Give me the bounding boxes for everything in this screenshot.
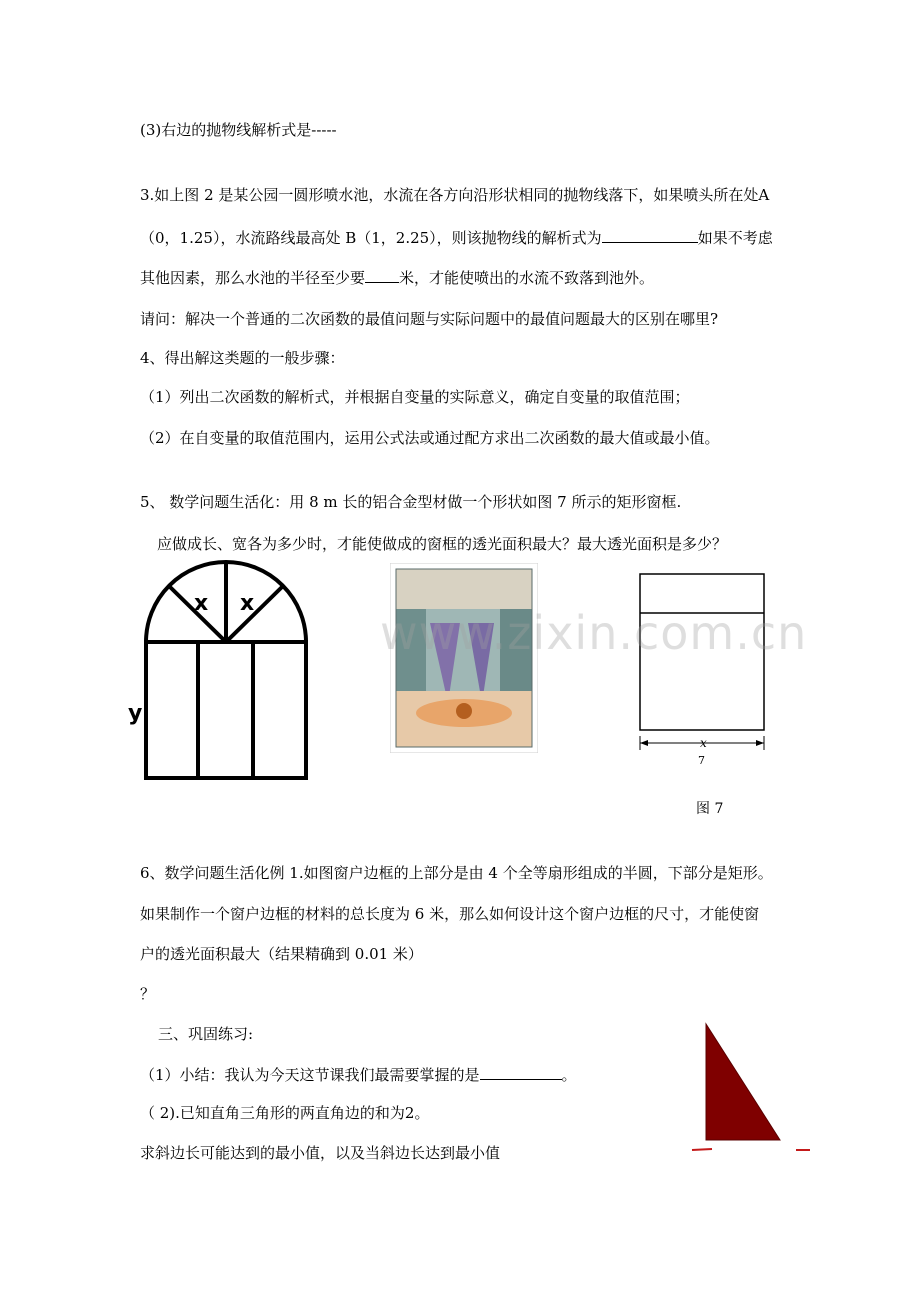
q3-radius-text-b: 米，才能使喷出的水流不致落到池外。 — [399, 269, 655, 287]
line-parabola-right: (3)右边的抛物线解析式是----- — [140, 121, 337, 139]
watermark: www.zixin.com.cn — [380, 606, 808, 660]
line-q6-cont: 如果制作一个窗户边框的材料的总长度为 6 米，那么如何设计这个窗户边框的尺寸，才能使窗 — [140, 905, 760, 923]
line-q2: （ 2).已知直角三角形的两直角边的和为2。 — [140, 1104, 430, 1122]
window-label-y: y — [128, 701, 143, 726]
summary-end: 。 — [561, 1066, 577, 1084]
line-question-ask: 请问：解决一个普通的二次函数的最值问题与实际问题中的最值问题最大的区别在哪里? — [140, 310, 719, 328]
line-q3-radius — [140, 266, 654, 289]
summary-blank[interactable] — [480, 1063, 562, 1080]
window-radius-right — [226, 586, 283, 642]
right-triangle — [706, 1024, 780, 1140]
window-diagram — [126, 560, 316, 785]
line-q5-ask: 应做成长、宽各为多少时，才能使做成的窗框的透光面积最大？最大透光面积是多少？ — [157, 535, 728, 553]
answer-blank-1[interactable] — [602, 226, 698, 243]
line-q5: 5、 数学问题生活化：用 8 m 长的铝合金型材做一个形状如图 7 所示的矩形窗框. — [140, 493, 682, 511]
line-question-mark: ？ — [140, 985, 156, 1003]
figure-7-rectangle — [636, 570, 772, 770]
q3-text-a: （0，1.25），水流路线最高处 B（1，2.25），则该抛物线的解析式为 — [140, 229, 602, 247]
window-rect — [146, 642, 306, 778]
line-q6-end: 户的透光面积最大（结果精确到 0.01 米） — [140, 945, 423, 963]
line-step-title: 4、得出解这类题的一般步骤： — [140, 349, 345, 367]
fig7-caption: 图 7 — [696, 801, 724, 817]
summary-text: （1）小结：我认为今天这节课我们最需要掌握的是 — [140, 1066, 480, 1084]
window-label-x2: x — [240, 591, 255, 616]
line-q3-cont — [140, 226, 773, 249]
line-q6: 6、数学问题生活化例 1.如图窗户边框的上部分是由 4 个全等扇形组成的半圆，下部分是矩形。 — [140, 864, 773, 882]
section-practice-title: 三、巩固练习: — [158, 1025, 254, 1043]
line-q2-ask: 求斜边长可能达到的最小值，以及当斜边长达到最小值 — [140, 1144, 501, 1162]
line-q3: 3.如上图 2 是某公园一圆形喷水池，水流在各方向沿形状相同的抛物线落下，如果喷头所在处A — [140, 186, 770, 204]
right-triangle-figure — [690, 1020, 814, 1155]
answer-blank-2[interactable] — [365, 266, 399, 283]
line-summary — [140, 1063, 577, 1086]
window-label-x1: x — [194, 591, 209, 616]
line-step-1: （1）列出二次函数的解析式，并根据自变量的实际意义，确定自变量的取值范围； — [140, 388, 690, 406]
fig7-label-7: 7 — [698, 754, 705, 767]
line-step-2: （2）在自变量的取值范围内，运用公式法或通过配方求出二次函数的最大值或最小值。 — [140, 429, 720, 447]
q3-text-b: 如果不考虑 — [697, 229, 773, 247]
q3-radius-text-a: 其他因素，那么水池的半径至少要 — [140, 269, 366, 287]
fig7-label-x: x — [700, 736, 707, 750]
